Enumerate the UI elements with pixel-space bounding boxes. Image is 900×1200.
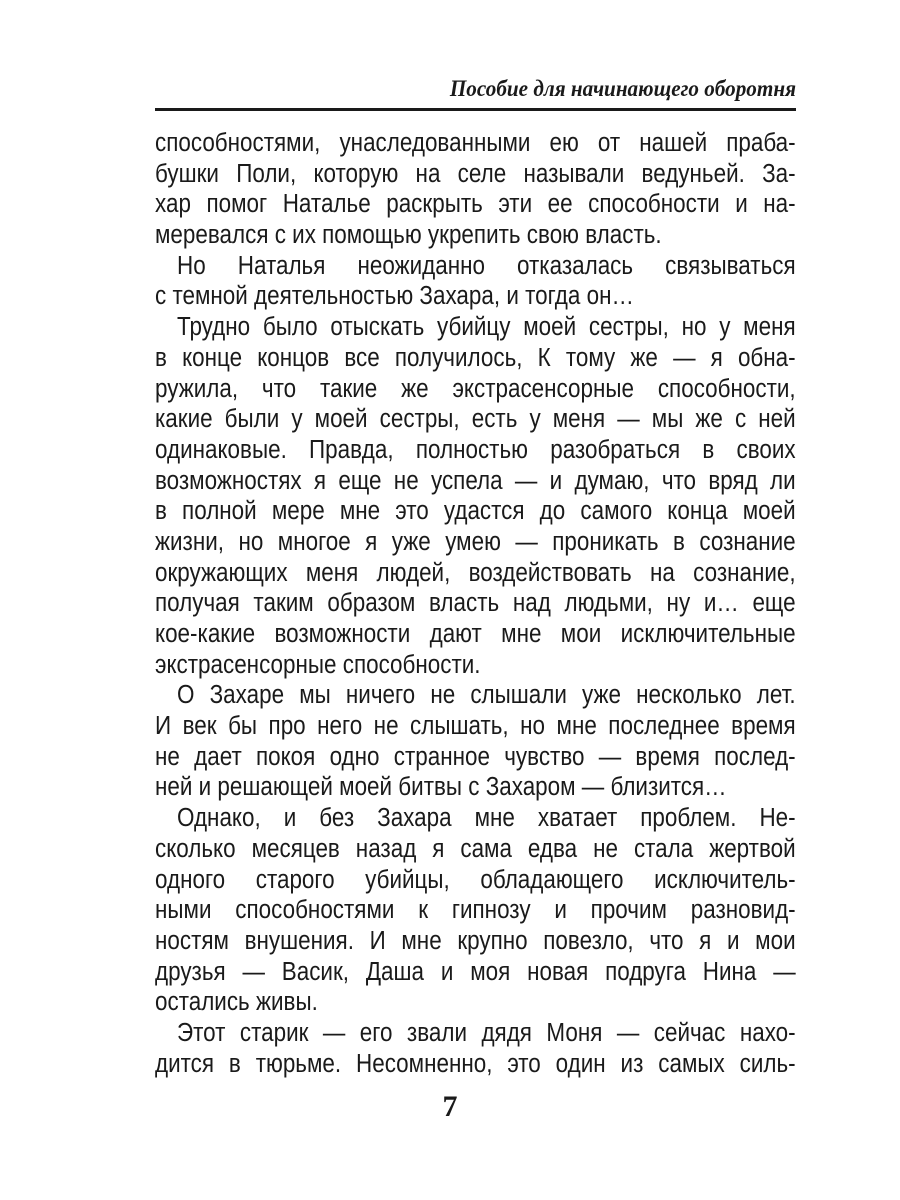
text-line: Этот старик — его звали дядя Моня — сейчас нахо- bbox=[177, 1018, 796, 1047]
paragraph bbox=[155, 312, 796, 680]
text-line: экстрасенсорные способности. bbox=[155, 650, 481, 679]
text-line: Трудно было отыскать убийцу моей сестры, но у меня bbox=[177, 313, 796, 342]
text-line: остались живы. bbox=[155, 988, 318, 1017]
text-line: с темной деятельностью Захара, и тогда он… bbox=[155, 282, 634, 311]
text-line: способностями, унаследованными ею от нашей праба- bbox=[155, 129, 796, 157]
text-line: дится в тюрьме. Несомненно, это один из самых силь- bbox=[155, 1049, 796, 1078]
paragraph bbox=[155, 680, 796, 803]
text-line: возможностях я еще не успела — и думаю, что вряд ли bbox=[155, 466, 796, 495]
text-line: О Захаре мы ничего не слышали уже несколько лет. bbox=[177, 681, 796, 710]
header-rule bbox=[155, 108, 796, 111]
text-line: жизни, но многое я уже умею — проникать в сознание bbox=[155, 527, 796, 556]
paragraph bbox=[155, 251, 796, 312]
text-line: бушки Поли, которую на селе называли ведуньей. За- bbox=[155, 159, 796, 188]
text-line: не дает покоя одно странное чувство — время послед- bbox=[155, 742, 796, 771]
text-line: окружающих меня людей, воздействовать на сознание, bbox=[155, 558, 796, 587]
text-line: получая таким образом власть над людьми, ну и… еще bbox=[155, 589, 796, 618]
text-line: одинаковые. Правда, полностью разобраться в своих bbox=[155, 435, 796, 464]
text-line: И век бы про него не слышать, но мне последнее время bbox=[155, 712, 796, 741]
text-line: ней и решающей моей битвы с Захаром — близится… bbox=[155, 773, 727, 802]
text-line: ружила, что такие же экстрасенсорные способности, bbox=[155, 374, 796, 403]
text-line: Однако, и без Захара мне хватает проблем. Не- bbox=[177, 804, 796, 833]
paragraph bbox=[155, 1018, 796, 1079]
text-line: хар помог Наталье раскрыть эти ее способности и на- bbox=[155, 190, 796, 219]
text-line: меревался с их помощью укрепить свою власть. bbox=[155, 221, 662, 250]
text-line: друзья — Васик, Даша и моя новая подруга Нина — bbox=[155, 957, 796, 986]
text-line: Но Наталья неожиданно отказалась связываться bbox=[177, 251, 796, 280]
running-header: Пособие для начинающего оборотня bbox=[449, 76, 796, 101]
text-line: ными способностями к гипнозу и прочим разновид- bbox=[155, 896, 796, 925]
text-line: в конце концов все получилось, К тому же — я обна- bbox=[155, 343, 796, 372]
body-text bbox=[155, 128, 796, 1079]
paragraph bbox=[155, 128, 796, 251]
text-line: кое-какие возможности дают мне мои исключительные bbox=[155, 620, 796, 648]
text-line: ностям внушения. И мне крупно повезло, что я и мои bbox=[155, 926, 796, 955]
text-line: одного старого убийцы, обладающего исключитель- bbox=[155, 865, 796, 894]
text-line: какие были у моей сестры, есть у меня — мы же с ней bbox=[155, 405, 796, 434]
text-line: в полной мере мне это удастся до самого конца моей bbox=[155, 497, 796, 526]
text-line: сколько месяцев назад я сама едва не стала жертвой bbox=[155, 834, 796, 863]
paragraph bbox=[155, 803, 796, 1018]
page-number: 7 bbox=[442, 1090, 458, 1123]
